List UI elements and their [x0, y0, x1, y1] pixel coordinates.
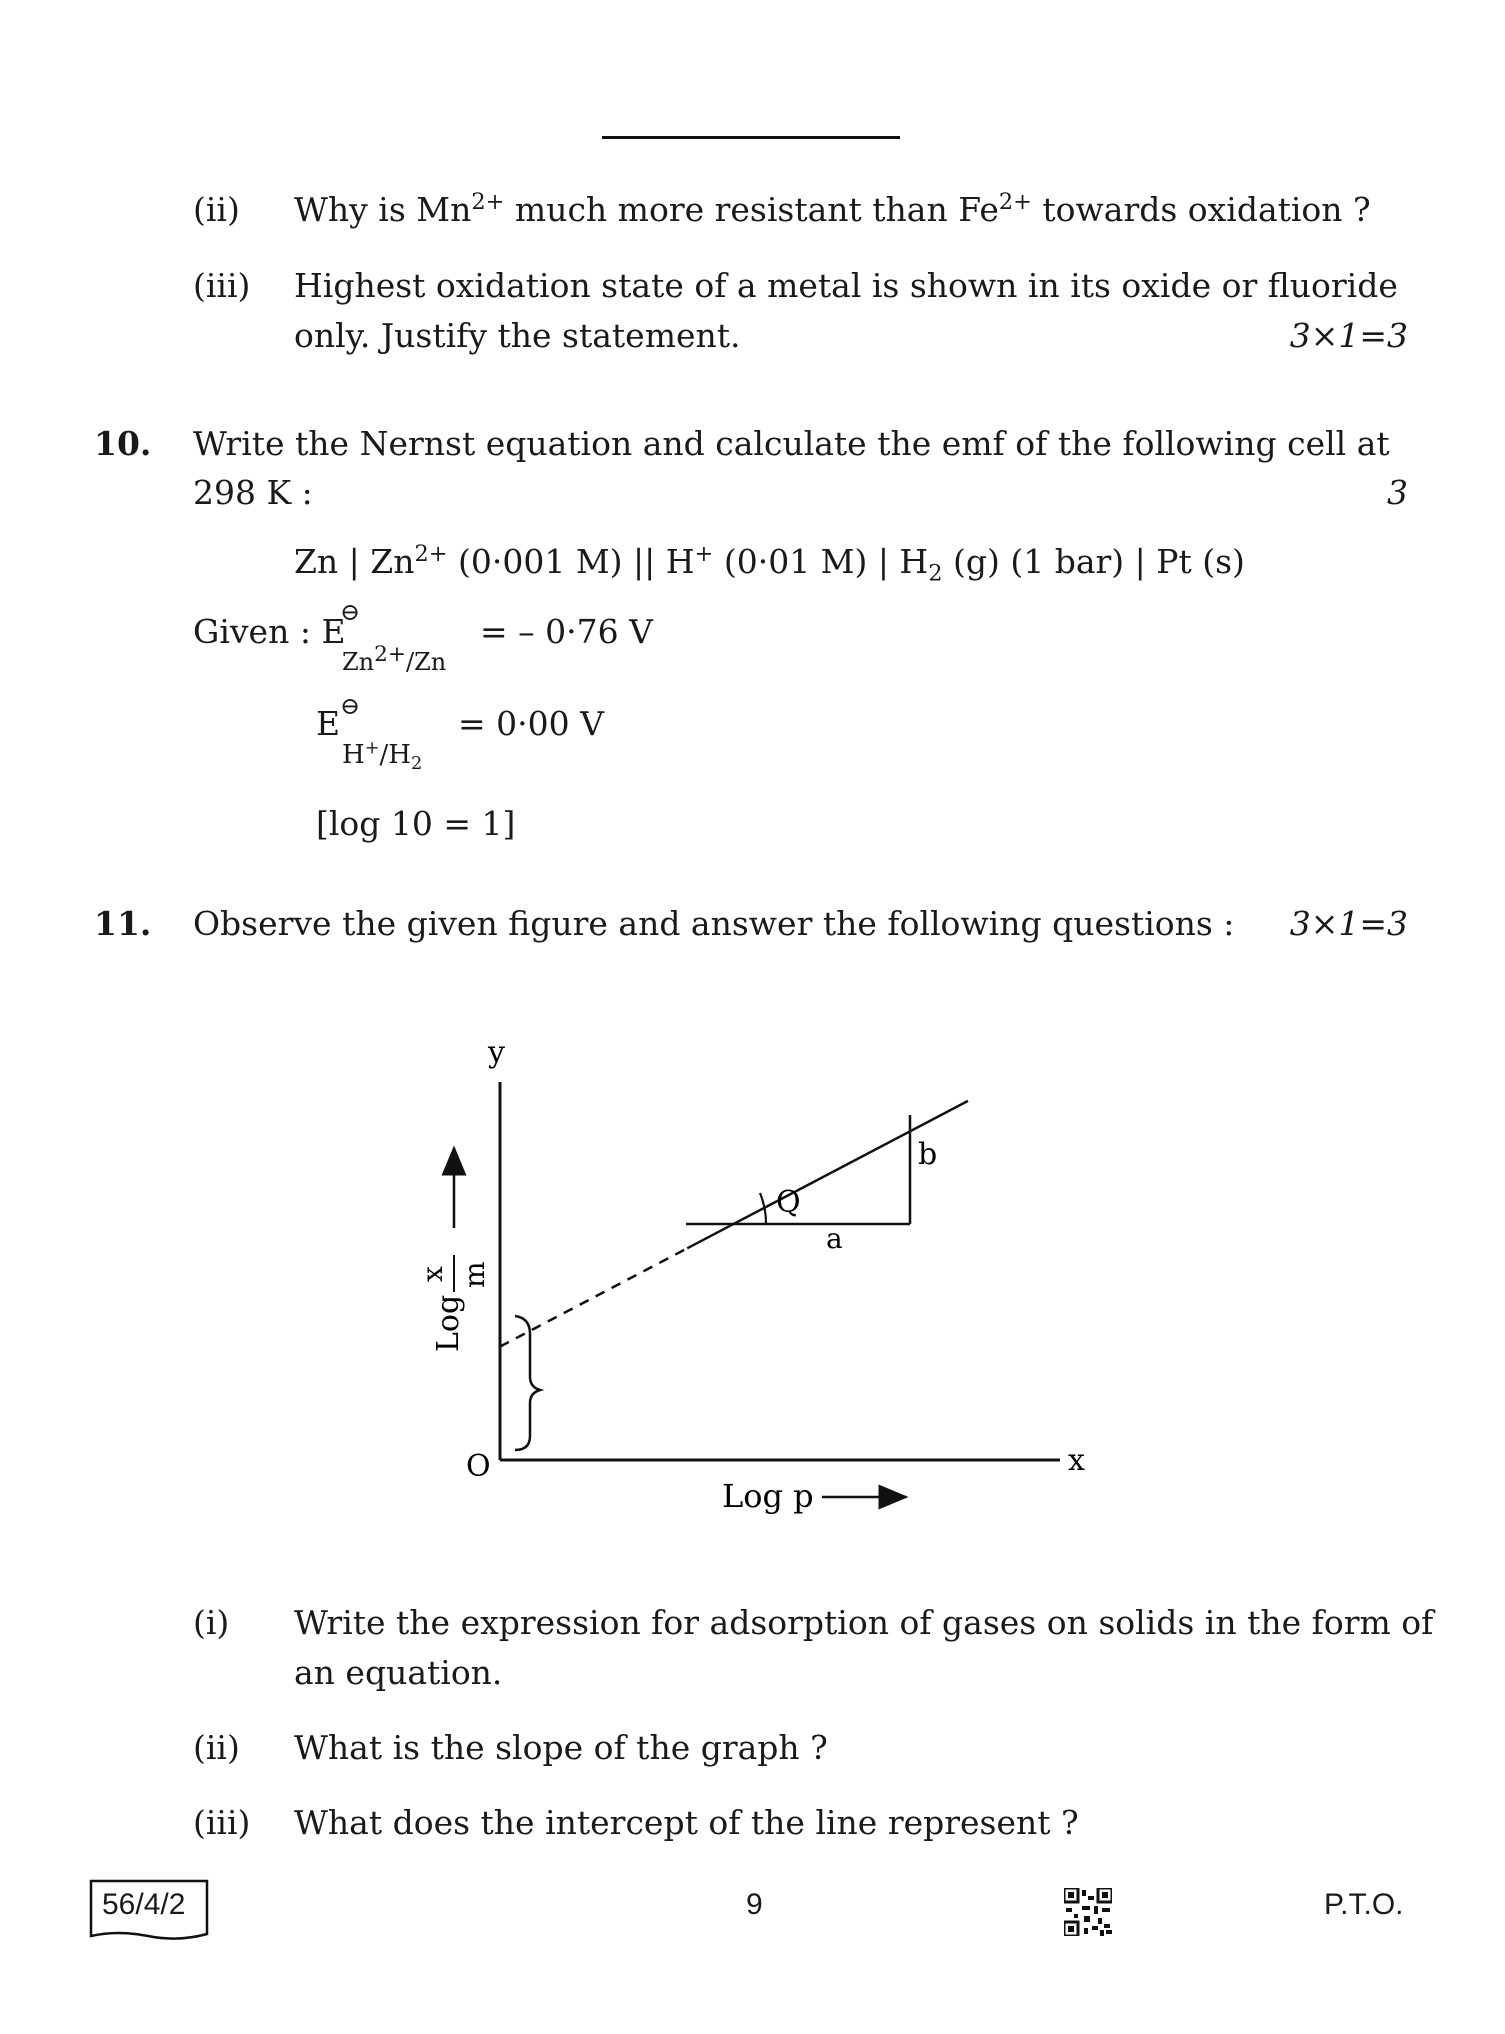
cell-p3: (0·01 M) | H: [713, 542, 929, 581]
e2-value: = 0·00 V: [458, 704, 604, 743]
e2-sub-b: /H: [379, 740, 411, 770]
x-axis-letter: x: [1068, 1443, 1085, 1478]
qr-code-icon: [1064, 1888, 1112, 1936]
page-number: 9: [746, 1888, 763, 1921]
e2-sub-sub: 2: [410, 754, 423, 775]
extrapolated-line: [500, 1248, 687, 1346]
q10-number: 10.: [94, 424, 152, 463]
pto-label: P.T.O.: [1324, 1888, 1404, 1921]
e1-sub-b: /Zn: [405, 648, 447, 676]
cell-sup2: +: [694, 541, 714, 567]
e2-standard-symbol: ⊖: [340, 692, 361, 720]
q9-ii-sup2: 2+: [998, 189, 1032, 215]
q9-ii-post: towards oxidation ?: [1031, 190, 1371, 229]
q11-ii-number: (ii): [193, 1728, 240, 1767]
x-axis-label: Log p: [722, 1477, 814, 1515]
q11-i-line1: Write the expression for adsorption of gases on solids in the form of: [294, 1603, 1434, 1642]
y-axis-label-log: Log: [431, 1294, 466, 1352]
log-note: [log 10 = 1]: [316, 804, 516, 843]
cell-p2: (0·001 M) || H: [447, 542, 695, 581]
e1-sub-a: Zn: [342, 648, 375, 676]
q9-marks: 3×1=3: [1289, 316, 1408, 355]
origin-label: O: [466, 1449, 491, 1484]
q9-ii-mid: much more resistant than Fe: [504, 190, 999, 229]
q9-iii-line1: Highest oxidation state of a metal is shown in its oxide or fluoride: [294, 266, 1398, 305]
e2-sub-a: H: [342, 740, 365, 770]
q11-number: 11.: [94, 904, 152, 943]
q10-line1: Write the Nernst equation and calculate the emf of the following cell at: [193, 424, 1390, 463]
e1-sub-sup: 2+: [374, 642, 406, 667]
run-label: a: [826, 1222, 843, 1255]
q11-marks: 3×1=3: [1289, 904, 1408, 943]
q9-ii-sup1: 2+: [471, 189, 505, 215]
q11-text: Observe the given figure and answer the following questions :: [193, 904, 1235, 943]
q11-ii-text: What is the slope of the graph ?: [294, 1728, 828, 1767]
q11-iii-number: (iii): [193, 1803, 251, 1842]
q11-iii-text: What does the intercept of the line represent ?: [294, 1803, 1079, 1842]
e1-standard-symbol: ⊖: [340, 598, 361, 626]
e2-E: E: [316, 704, 341, 743]
q9-ii-pre: Why is Mn: [294, 190, 472, 229]
e1-value: = – 0·76 V: [480, 612, 653, 651]
q11-i-number: (i): [193, 1603, 230, 1642]
y-axis-letter: y: [488, 1035, 505, 1070]
angle-label: Q: [776, 1185, 801, 1220]
y-axis-label-m: m: [458, 1261, 491, 1288]
q9-iii-number: (iii): [193, 266, 251, 305]
cell-sup1: 2+: [414, 541, 448, 567]
cell-p4: (g) (1 bar) | Pt (s): [942, 542, 1245, 581]
given-label: Given : E: [193, 612, 346, 651]
cell-p1: Zn | Zn: [294, 542, 415, 581]
q11-i-line2: an equation.: [294, 1653, 503, 1692]
y-axis-label-x: x: [416, 1266, 449, 1282]
q9-iii-line2: only. Justify the statement.: [294, 316, 741, 355]
e2-sub-sup: +: [364, 738, 380, 759]
cell-sub1: 2: [928, 560, 943, 587]
q9-ii-number: (ii): [193, 190, 240, 229]
q10-line2: 298 K :: [193, 473, 313, 512]
paper-code: 56/4/2: [102, 1888, 186, 1921]
q10-marks: 3: [1387, 473, 1408, 512]
rise-label: b: [918, 1137, 938, 1172]
